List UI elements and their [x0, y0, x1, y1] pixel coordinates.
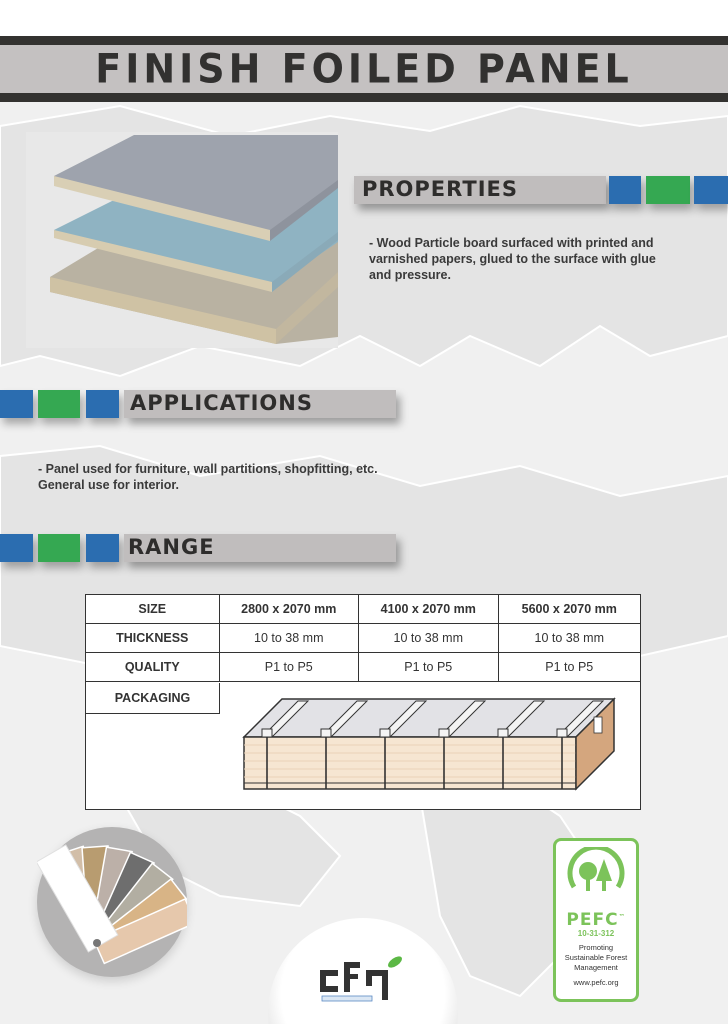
green-accent-square — [38, 534, 80, 562]
title-band — [0, 36, 728, 102]
range-heading-bar — [124, 534, 396, 562]
applications-heading: APPLICATIONS — [130, 391, 313, 415]
pefc-certification-badge — [553, 838, 639, 1002]
table-row-quality — [86, 653, 640, 682]
properties-text: - Wood Particle board surfaced with printed and varnished papers, glued to the surface with glue and pressure. — [369, 236, 656, 282]
packaging-illustration — [242, 691, 616, 795]
table-cell: 2800 x 2070 mm — [220, 595, 360, 623]
green-accent-square — [38, 390, 80, 418]
blue-accent-square — [694, 176, 728, 204]
range-heading: RANGE — [128, 535, 215, 559]
pefc-code: 10-31-312 — [577, 929, 615, 938]
pefc-tagline: Promoting Sustainable Forest Management — [564, 943, 628, 972]
pefc-name: PEFC™ — [566, 910, 626, 930]
table-cell: 5600 x 2070 mm — [521, 602, 617, 616]
row-label: QUALITY — [86, 653, 220, 681]
range-table — [85, 594, 641, 810]
packaging-label: PACKAGING — [86, 683, 220, 714]
applications-text: - Panel used for furniture, wall partitions, shopfitting, etc. General use for interior. — [38, 462, 378, 492]
properties-heading-bar — [354, 176, 606, 204]
pefc-trees-icon — [566, 847, 626, 903]
blue-accent-square — [0, 534, 33, 562]
table-cell: 10 to 38 mm — [534, 631, 604, 645]
row-label: THICKNESS — [86, 624, 220, 652]
properties-heading: PROPERTIES — [362, 177, 518, 201]
applications-heading-bar — [124, 390, 396, 418]
table-row-thickness — [86, 624, 640, 653]
row-label: SIZE — [86, 595, 220, 623]
blue-accent-square — [0, 390, 33, 418]
table-cell: P1 to P5 — [545, 660, 594, 674]
product-image — [26, 132, 338, 348]
color-swatch-fan-image — [37, 827, 187, 977]
page-title: FINISH FOILED PANEL — [95, 45, 633, 93]
table-cell: 10 to 38 mm — [220, 624, 360, 652]
blue-accent-square — [609, 176, 641, 204]
pefc-url: www.pefc.org — [573, 978, 619, 987]
table-cell: 10 to 38 mm — [359, 624, 499, 652]
swatch-fan-icon — [37, 827, 187, 977]
table-cell: P1 to P5 — [359, 653, 499, 681]
table-cell: 4100 x 2070 mm — [359, 595, 499, 623]
table-row-size — [86, 595, 640, 624]
cfp-logo-icon — [320, 956, 410, 1006]
top-margin — [0, 0, 728, 36]
blue-accent-square — [86, 390, 119, 418]
blue-accent-square — [86, 534, 119, 562]
green-accent-square — [646, 176, 690, 204]
table-cell: P1 to P5 — [220, 653, 360, 681]
